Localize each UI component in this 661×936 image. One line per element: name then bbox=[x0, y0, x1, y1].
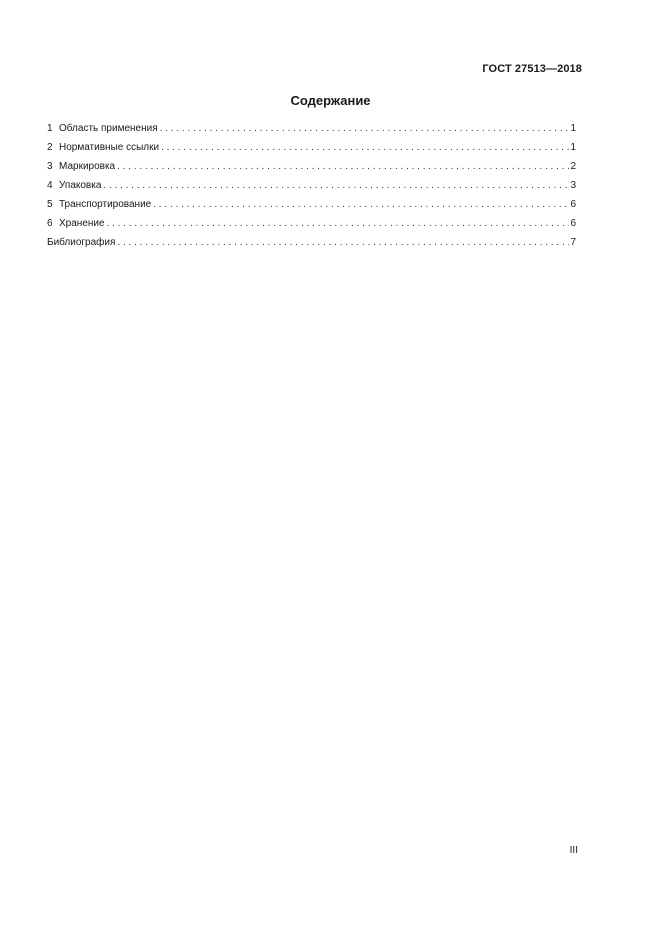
toc-title: Содержание bbox=[290, 93, 371, 108]
toc-entry-label: Область применения bbox=[59, 123, 158, 134]
toc-entry-transportation[interactable] bbox=[47, 199, 576, 218]
toc-entry-label: Хранение bbox=[59, 218, 105, 229]
toc-entry-number: 6 bbox=[47, 218, 53, 229]
toc-entry-page: 3 bbox=[570, 180, 576, 191]
toc-leader-dots bbox=[159, 142, 569, 153]
toc-entry-storage[interactable] bbox=[47, 218, 576, 237]
toc-entry-page: 7 bbox=[570, 237, 576, 248]
toc-leader-dots bbox=[105, 218, 570, 229]
toc-entry-label: Нормативные ссылки bbox=[59, 142, 160, 153]
toc-entry-page: 6 bbox=[570, 218, 576, 229]
toc-entry-page: 2 bbox=[570, 161, 576, 172]
toc-entry-label: Транспортирование bbox=[59, 199, 152, 210]
toc-leader-dots bbox=[101, 180, 569, 191]
toc-entry-label: Маркировка bbox=[59, 161, 116, 172]
toc-entry-number: 1 bbox=[47, 123, 53, 134]
toc-entry-bibliography[interactable] bbox=[47, 237, 576, 256]
toc-entry-page: 6 bbox=[570, 199, 576, 210]
toc-entry-packaging[interactable] bbox=[47, 180, 576, 199]
toc-entry-number: 2 bbox=[47, 142, 53, 153]
toc-entry-label: Библиография bbox=[47, 237, 116, 248]
toc-entry-number: 3 bbox=[47, 161, 53, 172]
toc-entry-label: Упаковка bbox=[59, 180, 102, 191]
page-number: III bbox=[569, 845, 578, 856]
toc-entry-marking[interactable] bbox=[47, 161, 576, 180]
toc-leader-dots bbox=[151, 199, 569, 210]
toc-leader-dots bbox=[115, 161, 569, 172]
document-code: ГОСТ 27513—2018 bbox=[482, 63, 582, 75]
toc-entry-page: 1 bbox=[570, 142, 576, 153]
toc-entry-number: 5 bbox=[47, 199, 53, 210]
toc-entry-scope[interactable] bbox=[47, 123, 576, 142]
toc-leader-dots bbox=[158, 123, 570, 134]
table-of-contents bbox=[47, 123, 576, 256]
toc-leader-dots bbox=[115, 237, 569, 248]
toc-entry-page: 1 bbox=[570, 123, 576, 134]
toc-entry-number: 4 bbox=[47, 180, 53, 191]
toc-entry-normative-references[interactable] bbox=[47, 142, 576, 161]
